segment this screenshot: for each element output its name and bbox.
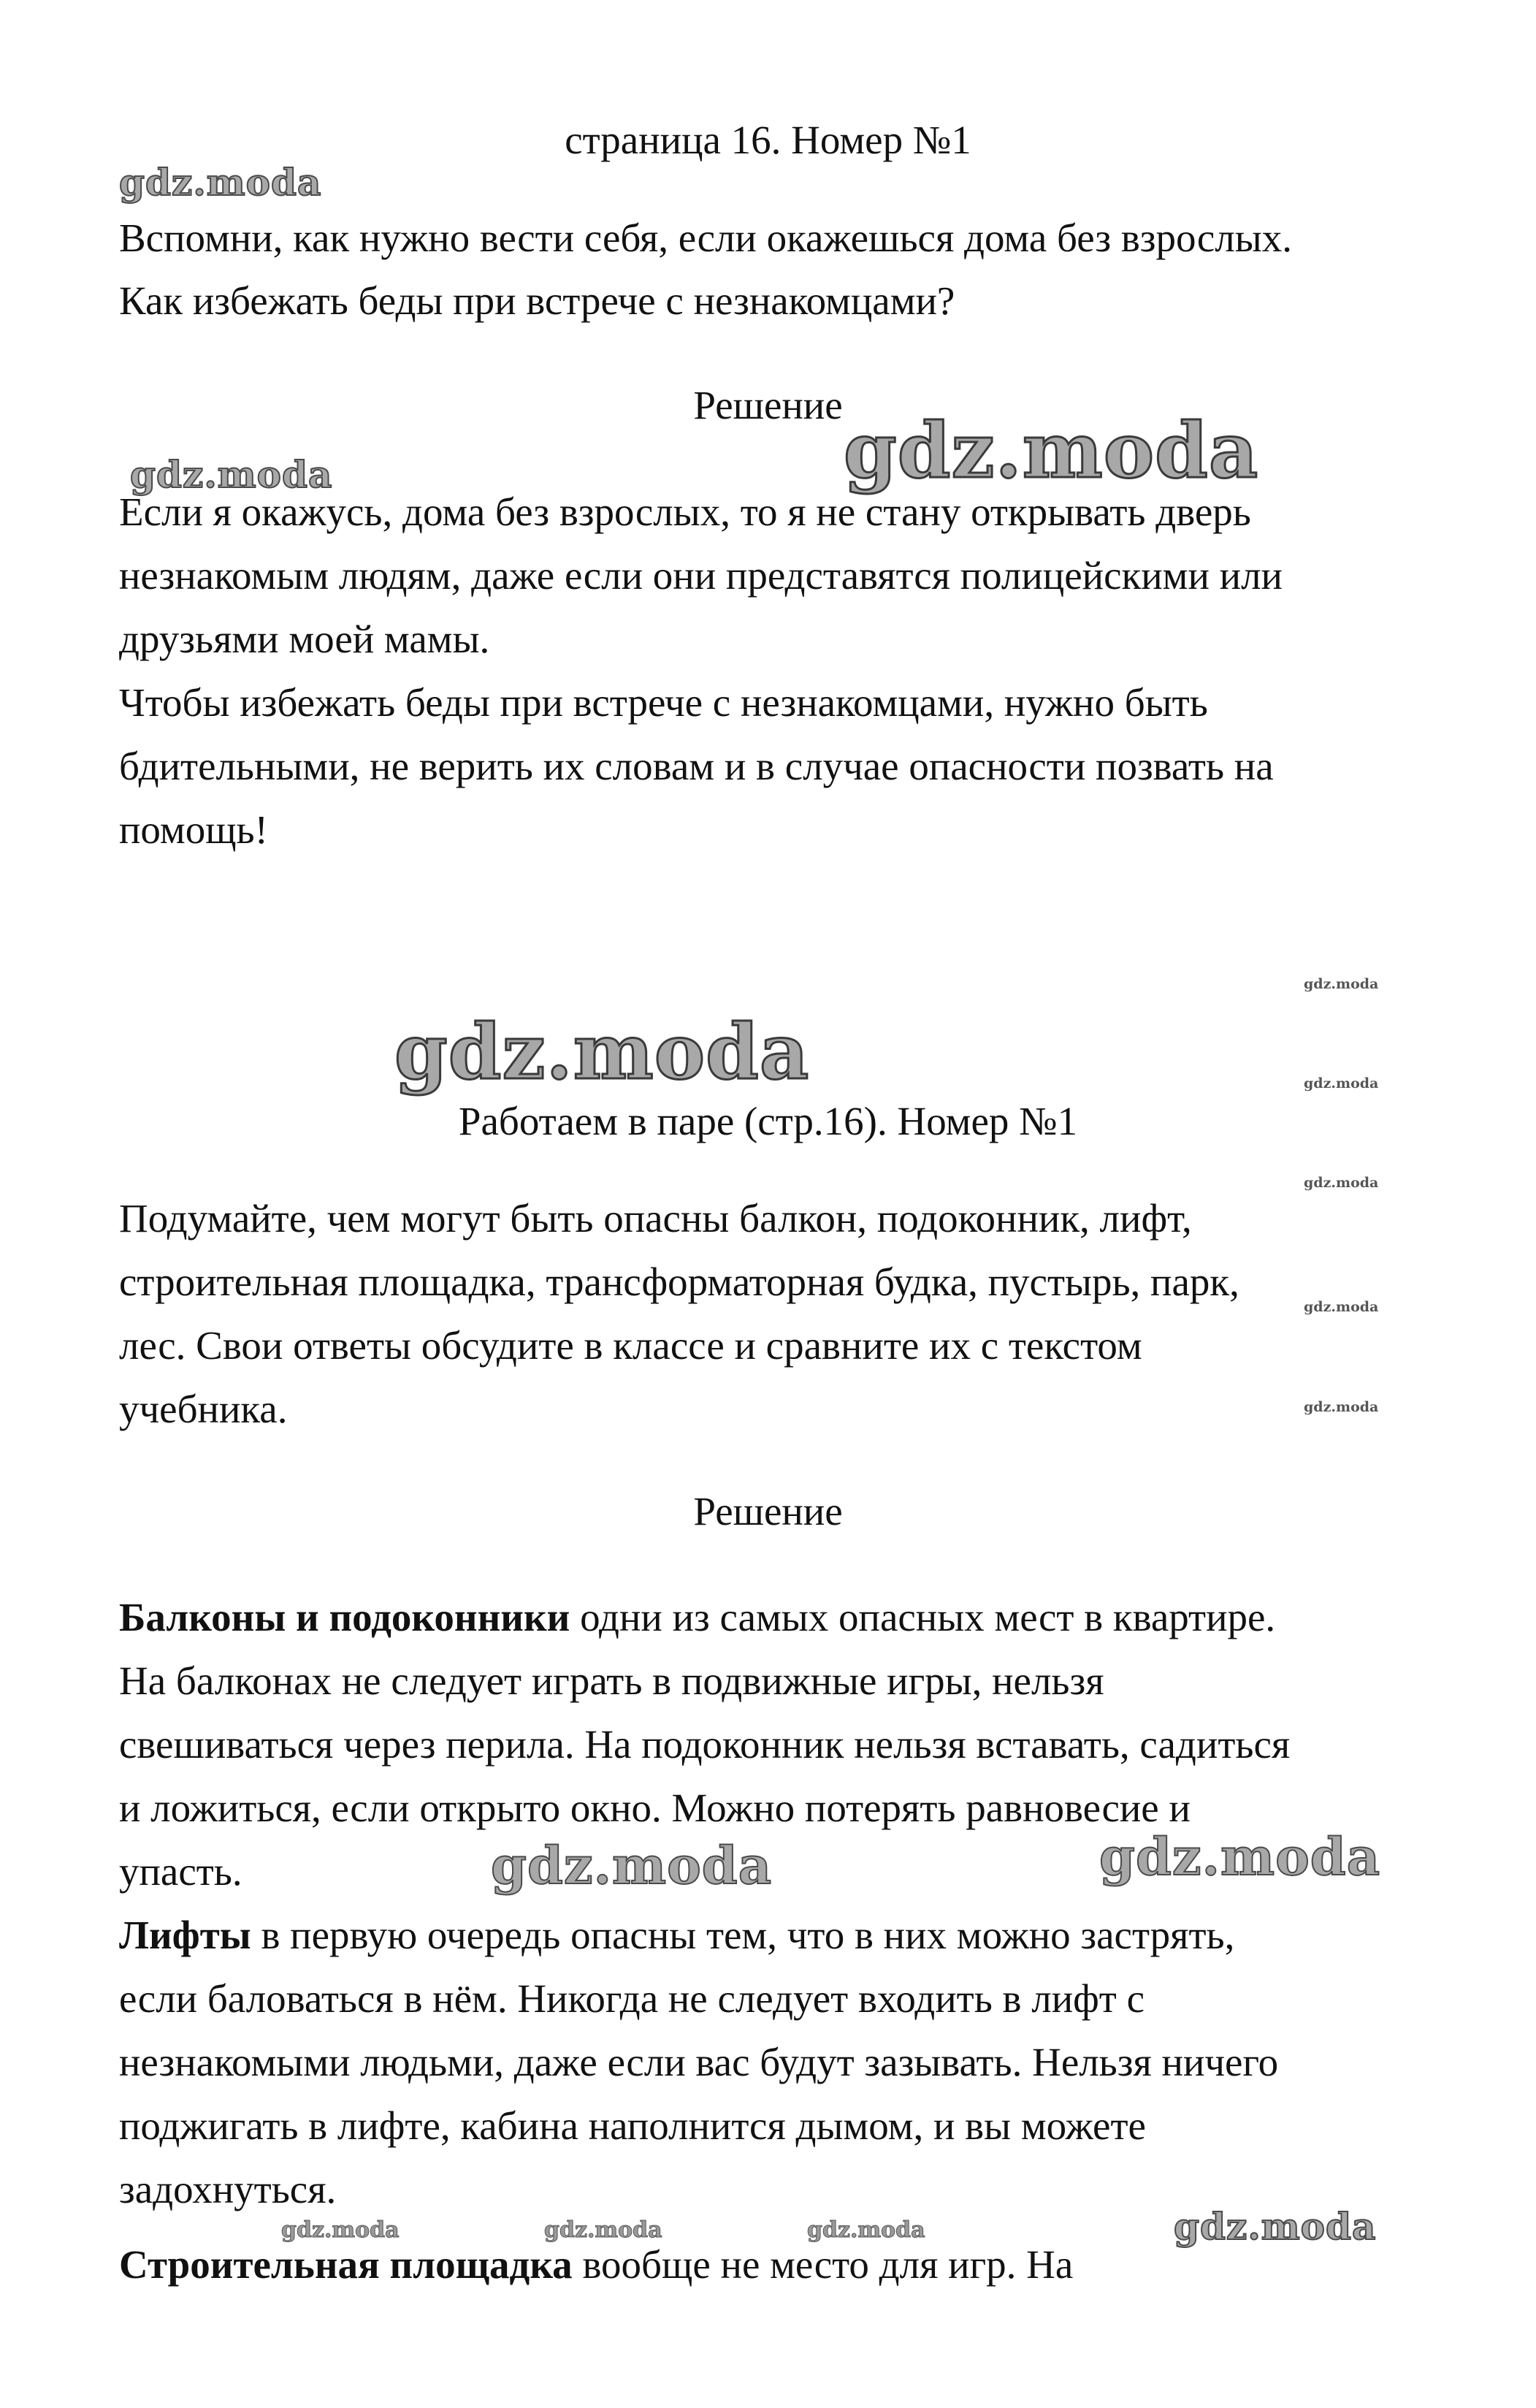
watermark-logo: gdz.moda [1099,1826,1381,1887]
construction-term: Строительная площадка [119,2242,573,2287]
section2-question-line-2: строительная площадка, трансформаторная будка, пустырь, парк, [119,1260,1239,1304]
section1-answer-line-1: Если я окажусь, дома без взрослых, то я не стану открывать дверь [119,489,1251,534]
balconies-first-rest: одни из самых опасных мест в квартире. [570,1595,1276,1639]
section1-title: страница 16. Номер №1 [565,118,971,162]
lifts-line-2: если баловаться в нём. Никогда не следует входить в лифт с [119,1976,1145,2021]
construction-line-1 [119,2241,1073,2289]
watermark-logo: gdz.moda [844,405,1259,495]
section2-solution-heading: Решение [693,1489,843,1533]
balconies-line-2: На балконах не следует играть в подвижные игры, нельзя [119,1658,1104,1703]
watermark-logo: gdz.moda [119,161,322,204]
section2-question-line-1: Подумайте, чем могут быть опасны балкон, подоконник, лифт, [119,1196,1192,1241]
section1-solution-heading: Решение [693,383,843,427]
watermark-logo: gdz.moda [1304,1175,1379,1191]
section1-question-line-2: Как избежать беды при встрече с незнакомцами? [119,278,955,323]
watermark-logo: gdz.moda [281,2217,400,2243]
watermark-logo: gdz.moda [1304,976,1379,992]
section1-answer-line-2: незнакомым людям, даже если они представятся полицейскими или [119,553,1283,598]
watermark-logo: gdz.moda [130,453,333,496]
lifts-line-1 [119,1911,1234,1959]
lifts-first-rest: в первую очередь опасны тем, что в них можно застрять, [251,1913,1235,1957]
section1-answer-line-4: Чтобы избежать беды при встрече с незнакомцами, нужно быть [119,680,1208,725]
section2-title: Работаем в паре (стр.16). Номер №1 [458,1099,1078,1143]
watermark-logo: gdz.moda [1174,2205,1377,2248]
watermark-logo: gdz.moda [1304,1075,1379,1091]
section1-question-line-1: Вспомни, как нужно вести себя, если окажешься дома без взрослых. [119,216,1292,260]
watermark-logo: gdz.moda [491,1835,773,1896]
balconies-line-4: и ложиться, если открыто окно. Можно потерять равновесие и [119,1786,1191,1830]
construction-first-rest: вообще не место для игр. На [572,2242,1074,2287]
lifts-term: Лифты [119,1913,251,1957]
section1-answer-line-6: помощь! [119,807,268,852]
balconies-term: Балконы и подоконники [119,1595,570,1639]
watermark-logo: gdz.moda [1304,1399,1379,1415]
watermark-logo: gdz.moda [394,1007,810,1097]
balconies-line-5: упасть. [119,1849,242,1894]
watermark-logo: gdz.moda [807,2217,925,2243]
lifts-line-5: задохнуться. [119,2167,337,2211]
watermark-logo: gdz.moda [1304,1299,1379,1315]
section1-answer-line-5: бдительными, не верить их словам и в случае опасности позвать на [119,744,1274,788]
section2-question-line-4: учебника. [119,1387,288,1431]
lifts-line-4: поджигать в лифте, кабина наполнится дымом, и вы можете [119,2103,1146,2148]
balconies-line-1 [119,1593,1275,1642]
watermark-logo: gdz.moda [544,2217,662,2243]
section1-answer-line-3: друзьями моей мамы. [119,617,490,661]
section2-question-line-3: лес. Свои ответы обсудите в классе и сравните их с текстом [119,1323,1142,1368]
lifts-line-3: незнакомыми людьми, даже если вас будут зазывать. Нельзя ничего [119,2040,1279,2084]
balconies-line-3: свешиваться через перила. На подоконник нельзя вставать, садиться [119,1722,1291,1767]
